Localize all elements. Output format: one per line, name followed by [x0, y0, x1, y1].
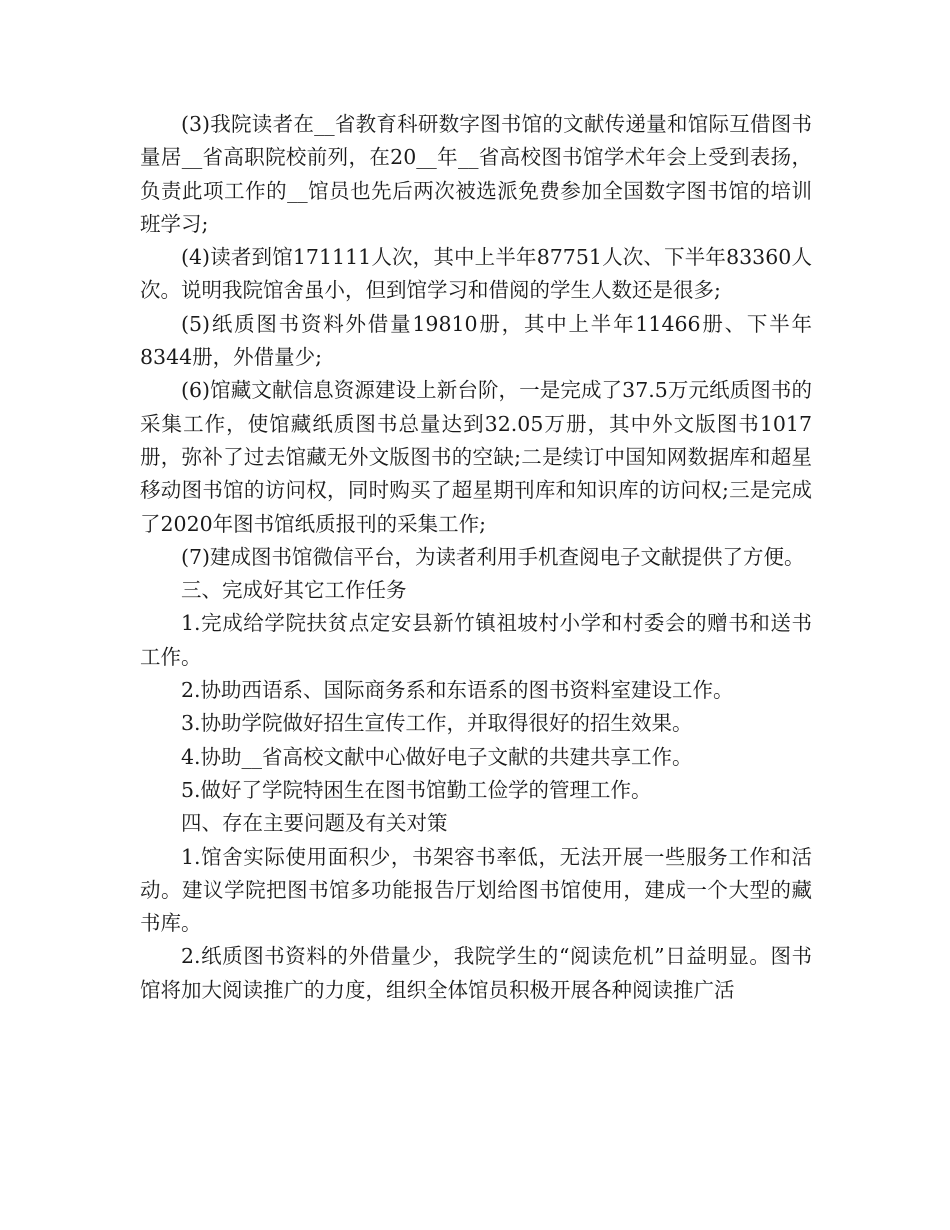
list-item-3: 3.协助学院做好招生宣传工作，并取得很好的招生效果。: [181, 711, 693, 736]
list-item-2: 2.协助西语系、国际商务系和东语系的图书资料室建设工作。: [181, 678, 734, 703]
list-item-1: 1.完成给学院扶贫点定安县新竹镇祖坡村小学和村委会的赠书和送书工作。: [140, 611, 812, 669]
document-body: [140, 108, 812, 1007]
issue-item-2: 2.纸质图书资料的外借量少，我院学生的“阅读危机”日益明显。图书馆将加大阅读推广的力度，组织全体馆员积极开展各种阅读推广活: [140, 944, 812, 1002]
section-heading-3: 三、完成好其它工作任务: [181, 578, 407, 603]
section-heading-4: 四、存在主要问题及有关对策: [181, 811, 448, 836]
paragraph-item-5: (5)纸质图书资料外借量19810册，其中上半年11466册、下半年8344册，外借量少;: [140, 311, 812, 370]
list-item-4: 4.协助__省高校文献中心做好电子文献的共建共享工作。: [181, 744, 693, 769]
paragraph-item-4: (4)读者到馆171111人次，其中上半年87751人次、下半年83360人次。说明我院馆舍虽小，但到馆学习和借阅的学生人数还是很多;: [140, 245, 812, 303]
paragraph-item-3: (3)我院读者在__省教育科研数字图书馆的文献传递量和馆际互借图书量居__省高职院校前列，在20__年__省高校图书馆学术年会上受到表扬，负责此项工作的__馆员也先后两次被选派免费参加全国数字图书馆的培训班学习;: [140, 112, 812, 236]
paragraph-item-6: (6)馆藏文献信息资源建设上新台阶，一是完成了37.5万元纸质图书的采集工作，使馆藏纸质图书总量达到32.05万册，其中外文版图书1017册，弥补了过去馆藏无外文版图书的空缺;二是续订中国知网数据库和超星移动图书馆的访问权，同时购买了超星期刊库和知识库的访问权;三是完成了2020年图书馆纸质报刊的采集工作;: [140, 378, 812, 536]
paragraph-item-7: (7)建成图书馆微信平台，为读者利用手机查阅电子文献提供了方便。: [181, 544, 805, 569]
list-item-5: 5.做好了学院特困生在图书馆勤工俭学的管理工作。: [181, 777, 652, 802]
issue-item-1: 1.馆舍实际使用面积少，书架容书率低，无法开展一些服务工作和活动。建议学院把图书馆多功能报告厅划给图书馆使用，建成一个大型的藏书库。: [140, 844, 812, 936]
